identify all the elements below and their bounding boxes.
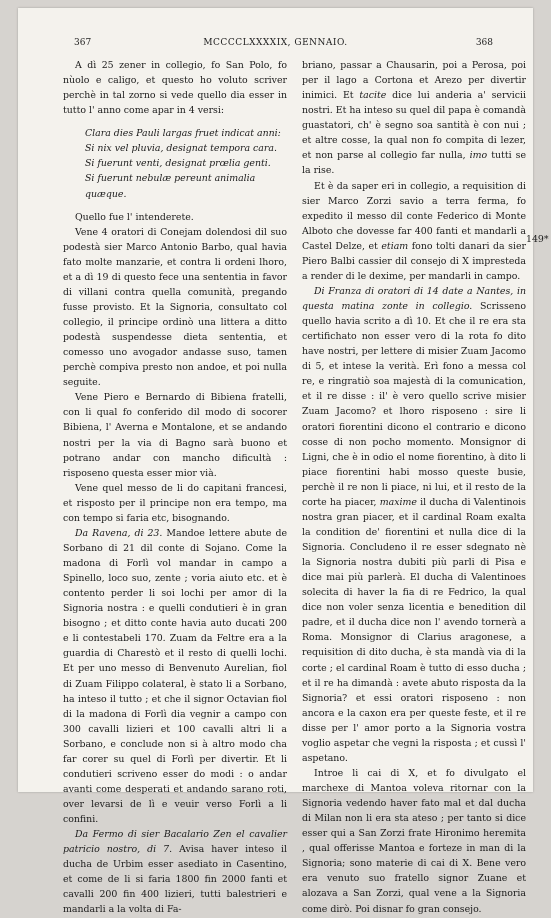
running-title: MCCCCLXXXXIX, GENNAIO. [203,38,348,48]
paragraph: A dì 25 zener in collegio, fo San Polo, fo nùolo e caligo, et questo ho voluto scriver perchè in tal zorno si vede quello dia esser in tutto l' anno come apar in 4 versi: [63,60,287,117]
paragraph: Vene Piero e Bernardo di Bibiena fratelli, con li qual fo conferido dil modo di socorer Bibiena, l' Averna e Montalone, et se andando nostri per la via di Bagno sarà buono et potrano andar con mancho dificultà : risposeno questa esser mior vià. [63,392,287,479]
paragraph: Introe li cai di X, et fo divulgato el marchexe di Mantoa voleva ritornar con la Signoria vedendo haver fato mal et dal ducha di Milan non li era sta ateso ; per tanto si dice esser qui a San Zorzi frate Hironimo heremita , qual offerisse Mantoa e forteze in man di la Signoria; sono materie di cai di X. Bene vero era venuto suo fratello signor Zuane et alozava a San Zorzi, qual vene a la Signoria come dirò. Poi disnar fo gran consejo. [302,767,526,915]
dispatch-heading: Di Franza di oratori di 14 date a Nantes, in questa matina zonte in collegio. [302,285,526,312]
text-run: il ducha di Valentinois nostra gran piacer, et il cardinal Roam exalta la condition de' fiorentini et nulla dice di la Signoria. Concludeno il re esser sdegnato nè la Signoria nostra dubiti più parli di Pisa e dice mai più parlerà. El ducha di Valentinoes solecita di haver la fia di re Fedrico, la qual dice non voler senza licentia e benedition dil padre, et il ducha dice non l' avendo tornerà a Roma. Monsignor di Clarius aragonese, a requisition di dito ducha, è sta mandà via di la corte ; el cardinal Roam è tutto di esso ducha ; et il re ha dimandà : avete abuto risposta da la Signoria? et essi oratori risposeno : non ancora e la caxon era per queste feste, et il re disse per l' amor porto a la Signoria vostra voglio aspetar che vegni la risposta ; et cussì l' aspetano. [302,496,526,764]
dispatch-text: Mandoe lettere abute de Sorbano di 21 dil conte di Sojano. Come la madona di Forlì vol mandar in campo a Spinello, loco suo, zente ; voria aiuto etc. et è contento perder li soi lochi per amor di la Signoria nostra : e quelli condutieri è in gran bisogno ; et ditto conte havia auto ducati 200 e li contestabeli 170. Zuam da Feltre era a la guardia di Charestò et il resto di quelli lochi. Et per uno messo di Benvenuto Aurelian, fiol di Zuam Filippo colateral, è stato li a Sorbano, ha inteso il tutto ; et che il signor Octavian fiol di la madona di Forlì dia vegnir a campo con 300 cavalli lizieri et 100 cavalli altri li a Sorbano, e conclude non si à altro modo cha far corer su quel di Forlì per divertir. Et li condutieri scriveno esser do modi : o andar avanti come desperati et andando sarano roti, over levarsi de lì e veuir verso Forlì a li confini. [63,527,287,826]
verse-line: Si nix vel pluvia, designat tempora cara. [85,143,277,155]
dispatch-heading: Da Ravena, di 23. [75,527,163,539]
dispatch-text: Avisa haver inteso il ducha de Urbim esser asediato in Casentino, et come de li si faria 1800 fin 2000 fanti et cavalli 200 fin 400 lizieri, tutti balestrieri e mandarli a la volta di Fa- [63,844,287,916]
text-run: briano, passar a Chausarin, poi a Perosa, poi per il lago a Cortona et Arezo per divertir inimici. Et [302,60,526,102]
text-run: Scrisseno quello havia scrito a dì 10. Et che il re era sta certifichato non esser vero di la rota fo dito have nostri, per lettere di misier Zuam Jacomo di 5, et intese la verità. Erì fono a messa col re, e ringratiò soa majestà di la comunication, et il re disse : il' è vero quello scrive misier Zuam Jacomo? et lhoro risposeno : sire li oratori fiorentini dicono el contrario e dicono cosse di non pocho momento. Monsignor di Ligni, che è in odio el nome fiorentino, à dito li piace fiorentini habi mosso queste busie, perchè il re non li piace, ni lui, et il resto de la corte ha piacer, [302,301,526,508]
paragraph: Vene quel messo de li do capitani francesi, et risposto per il principe non era tempo, ma con tempo si faria etc, bisognando. [63,482,287,524]
dispatch-heading: Da Fermo di sier Bacalario Zen el cavalier patricio nostro, di 7. [63,829,287,856]
page-number-left: 367 [74,38,92,48]
verse-line: Si fuerunt venti, designat prœlia genti. [85,158,271,170]
book-page [18,8,549,916]
verse-line: Clara dies Pauli largas fruet indicat anni: [85,128,281,140]
marginal-folio-note: 149* [526,234,549,245]
verse-line: Si fuerunt nebulæ pereunt animalia quæque. [85,173,256,200]
paragraph: Quello fue l' intenderete. [75,211,194,223]
text-run: Et è da saper eri in collegio, a requisition di sier Marco Zorzi savio a terra ferma, fo expedito il messo dil conte Federico di Monte Alboto che dovesse far 400 fanti et mandarli a Castel Delze, et [302,180,526,252]
italic-word: imo [469,150,488,162]
italic-word: maxime [379,496,417,508]
right-column [302,58,526,917]
paragraph [63,827,287,917]
paragraph [302,284,526,766]
paragraph [63,526,287,827]
paragraph [302,58,526,179]
left-column [63,58,287,918]
page-number-right: 368 [475,38,493,48]
text-run: tutti se la rise. [302,150,526,177]
text-run: dice lui anderia a' servicii nostri. Et ha inteso su quel dil papa è comandà guastatori, ch' è segno soa santità è con nui ; et altre cosse, la qual non fo compita di lezer, et non parse al collegio far nulla, [302,90,526,162]
italic-word: tacite [359,90,387,102]
text-run: fono tolti danari da sier Piero Balbi cassier dil consejo di X impresteda a render di le dexime, per mandarli in campo. [302,240,526,282]
paragraph: Vene 4 oratori di Conejam dolendosi dil suo podestà sier Marco Antonio Barbo, qual havia fato molte manzarie, et contra li ordeni lhoro, et a dì 19 di questo fece una sententia in favor di villani contra quella comunità, pregando fusse provisto. Et la Signoria, consultato col collegio, il principe ordinò una littera a ditto podestà suspendesse dieta sententia, et comesso uno avogador andasse suso, tamen perchè compiva presto non andoe, et poi nulla seguite. [63,226,287,389]
paragraph [302,179,526,284]
italic-word: etiam [381,240,409,252]
running-header [18,38,533,52]
